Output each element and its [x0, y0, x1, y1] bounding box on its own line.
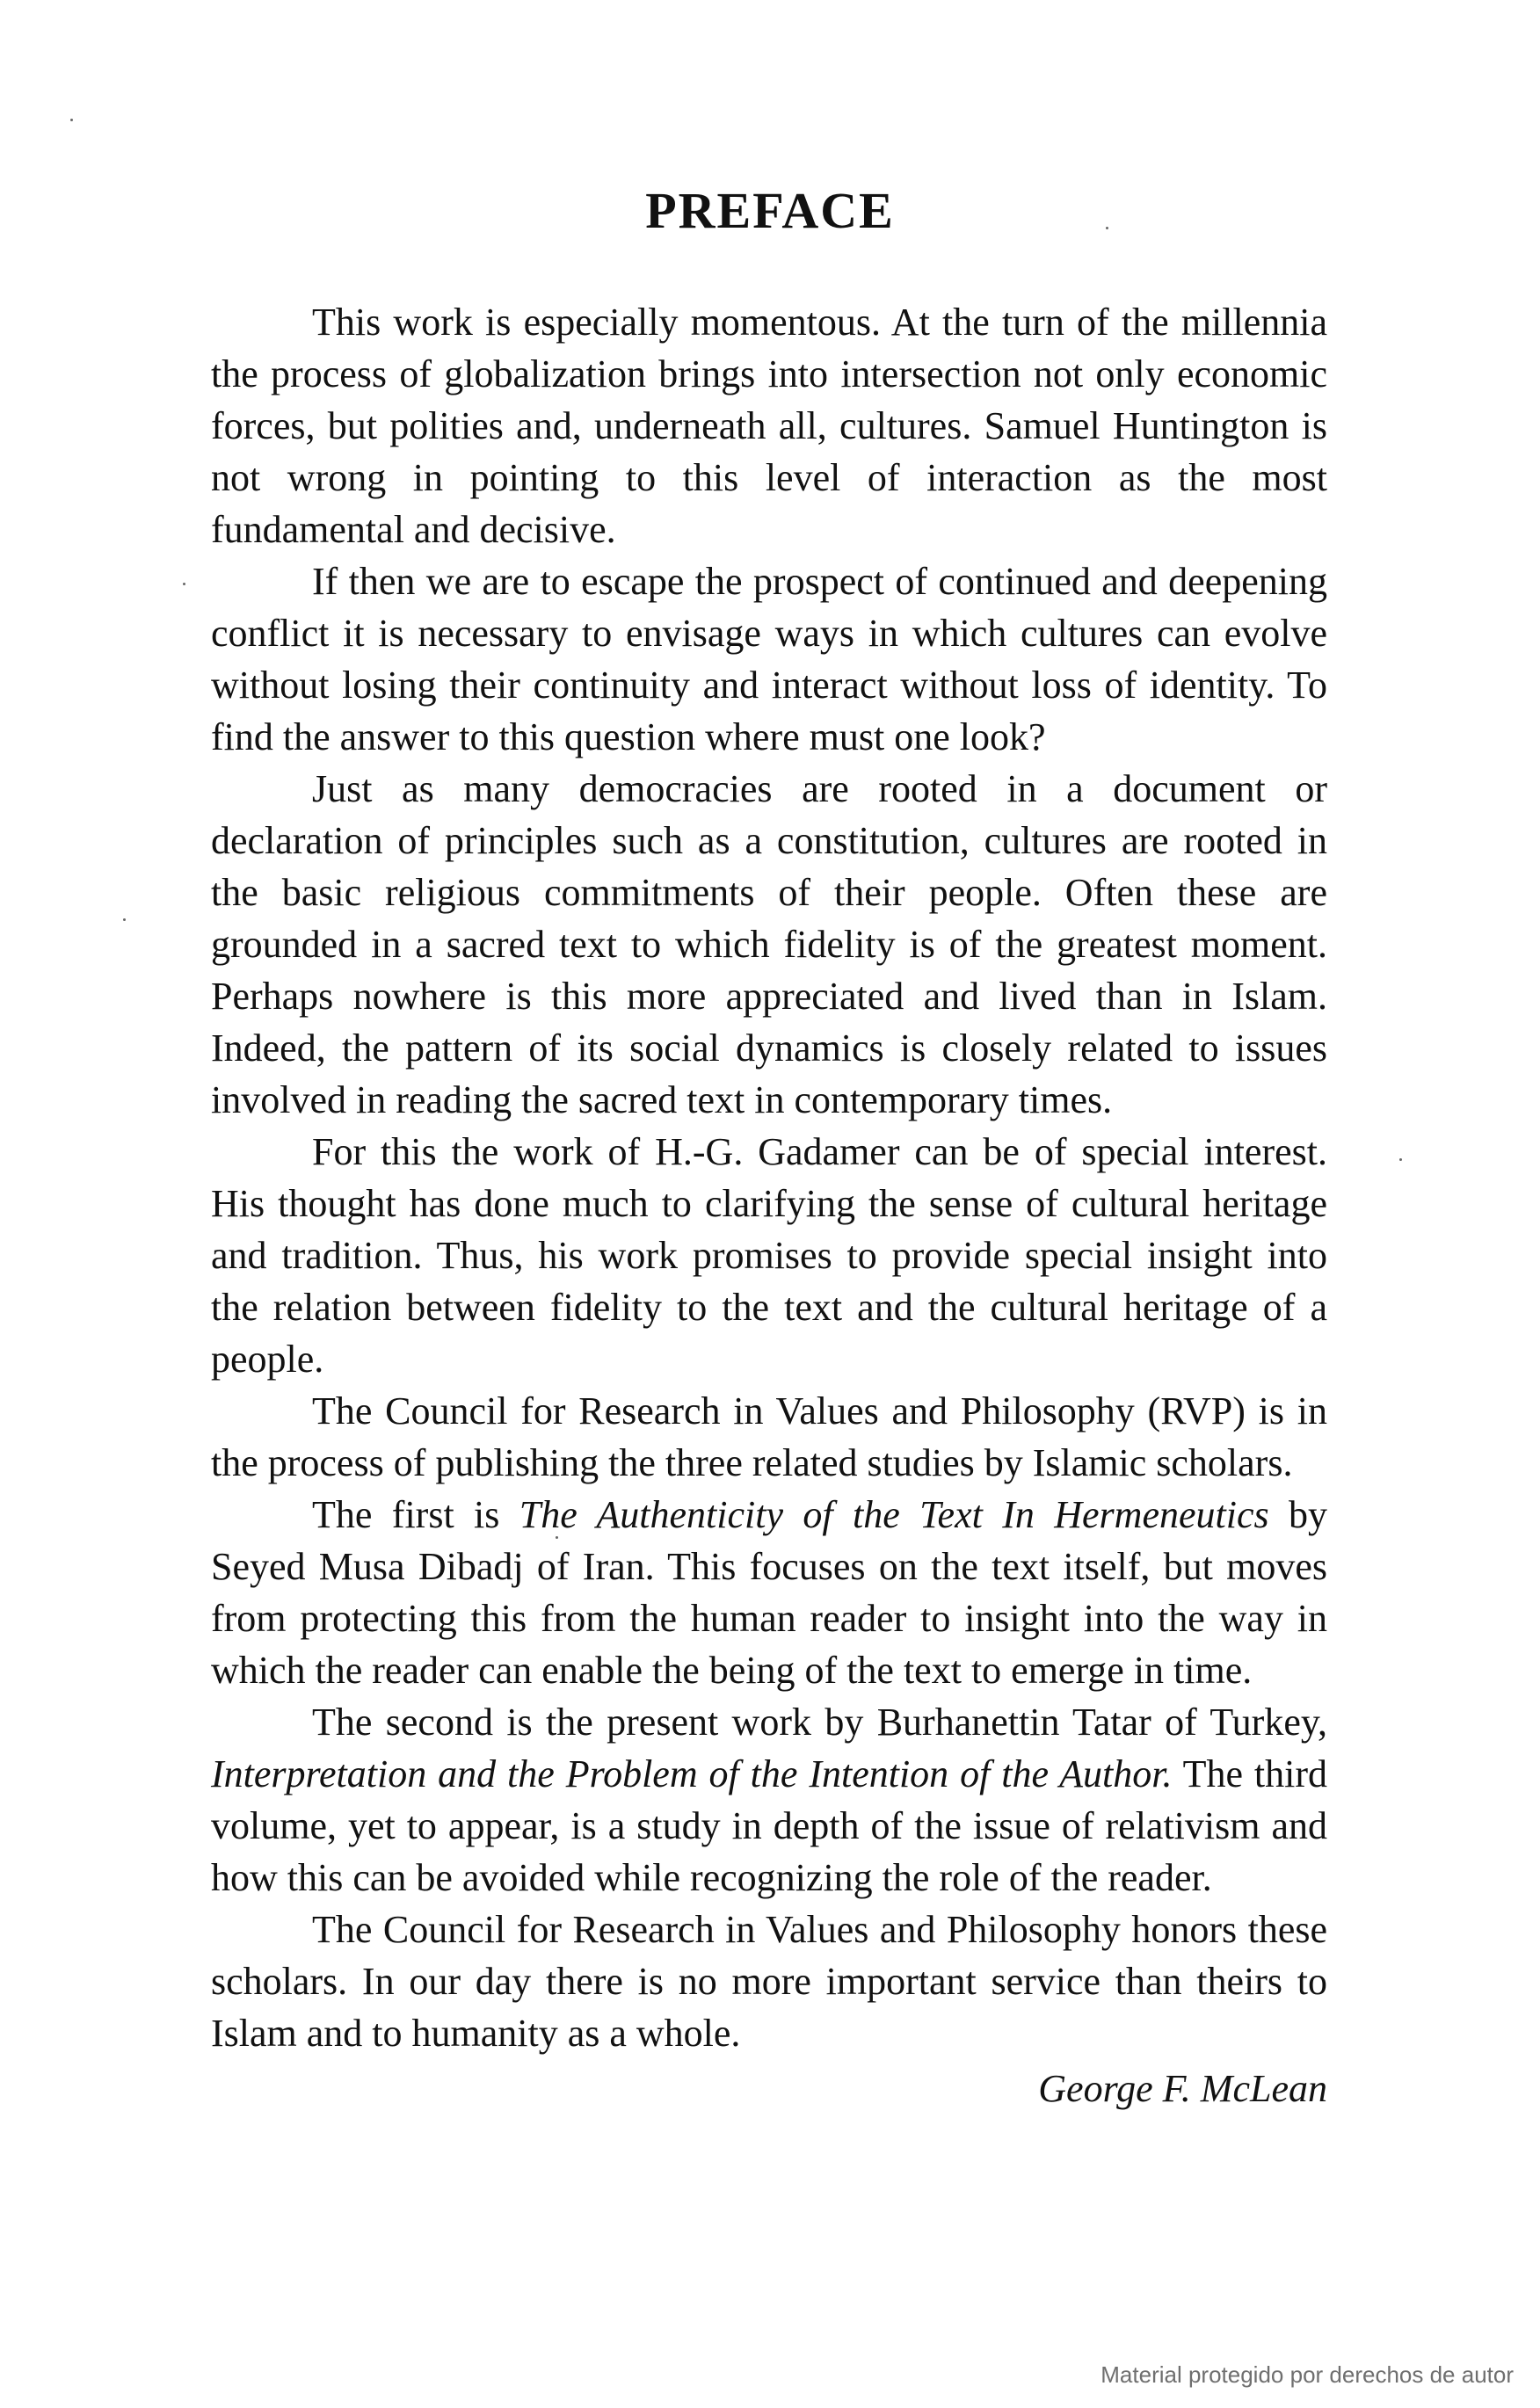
paragraph-3: Just as many democracies are rooted in a document or declaration of principles such as a constitution, cultures are rooted in the basic religious commitments of their people. Often these are grounded in a sacred text to which fidelity is of the greatest moment. Perhaps nowhere is this more appreciated and lived than in Islam. Indeed, the pattern of its social dynamics is closely related to issues involved in reading the sacred text in contemporary times.	[211, 767, 1327, 1121]
paragraph-6-rest: by Seyed Musa Dibadj of Iran. This focuses on the text itself, but moves from protecting this from the human reader to insight into the way in which the reader can enable the being of the text to emerge in time.	[211, 1493, 1327, 1692]
book-title-interpretation: Interpretation and the Problem of the Intention of the Author.	[211, 1752, 1173, 1795]
author-signature: George F. McLean	[1038, 2067, 1327, 2110]
paragraph-2: If then we are to escape the prospect of continued and deepening conflict it is necessary to envisage ways in which cultures can evolve without losing their continuity and interact without loss of identity. To find the answer to this question where must one look?	[211, 560, 1327, 758]
book-title-authenticity: The Authenticity of the Text In Hermeneutics	[519, 1493, 1269, 1536]
scan-speck	[123, 918, 126, 921]
paragraph-1: This work is especially momentous. At the turn of the millennia the process of globalization brings into intersection not only economic forces, but polities and, underneath all, cultures. Samuel Huntington is not wrong in pointing to this level of interaction as the most fundamental and decisive.	[211, 301, 1327, 551]
paragraph-7-rest: The third volume, yet to appear, is a study in depth of the issue of relativism and how this can be avoided while recognizing the role of the reader.	[211, 1752, 1327, 1899]
paragraph-7	[211, 1696, 1327, 1904]
paragraph-6-lead: The first is	[312, 1493, 519, 1536]
paragraph-4: For this the work of H.-G. Gadamer can be of special interest. His thought has done much to clarifying the sense of cultural heritage and tradition. Thus, his work promises to provide special insight into the relation between fidelity to the text and the cultural heritage of a people.	[211, 1130, 1327, 1381]
paragraph-6	[211, 1489, 1327, 1696]
paragraph-7-lead: The second is the present work by Burhanettin Tatar of Turkey,	[312, 1701, 1327, 1744]
scan-speck	[1399, 1158, 1402, 1161]
paragraph-5: The Council for Research in Values and Philosophy (RVP) is in the process of publishing the three related studies by Islamic scholars.	[211, 1389, 1327, 1484]
scan-speck	[70, 119, 73, 121]
copyright-watermark: Material protegido por derechos de autor	[1101, 2361, 1514, 2388]
page-title: PREFACE	[645, 182, 895, 239]
paragraph-8: The Council for Research in Values and Philosophy honors these scholars. In our day there is no more important service than theirs to Islam and to humanity as a whole.	[211, 1908, 1327, 2055]
preface-body	[211, 296, 1327, 2114]
scan-speck	[183, 583, 185, 585]
